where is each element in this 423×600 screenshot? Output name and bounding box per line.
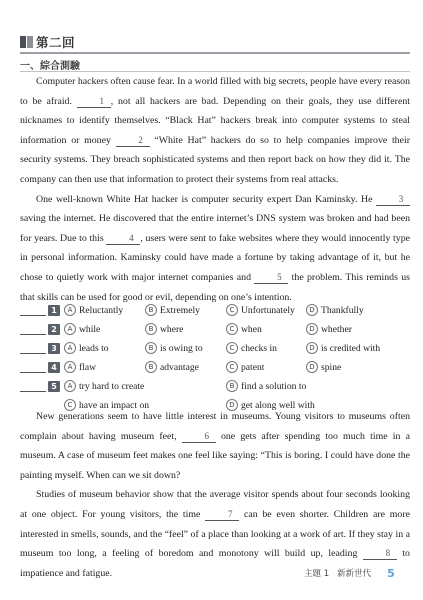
letter-badge: B xyxy=(145,342,157,354)
choice-text: Unfortunately xyxy=(241,305,295,316)
choice-1-c[interactable] xyxy=(226,303,295,319)
unit-marker-light xyxy=(27,36,33,48)
unit-marker-dark xyxy=(20,36,26,48)
letter-badge: D xyxy=(306,361,318,373)
letter-badge: C xyxy=(64,399,76,411)
unit-divider xyxy=(20,52,410,54)
letter-badge: B xyxy=(226,380,238,392)
text-segment: saving the internet. He discovered that the entire internet’s DNS system was broken and had been for years. Due to this xyxy=(20,213,410,244)
text-segment: New generations seem to have little interest in museums. Young visitors to museums often complain about having museum feet, xyxy=(20,411,410,442)
choice-2-d[interactable] xyxy=(306,322,352,338)
choice-text: whether xyxy=(321,324,352,335)
choice-5-a[interactable] xyxy=(64,379,144,395)
choice-text: spine xyxy=(321,362,342,373)
text-segment: , users were sent to fake websites where they would innocently type in personal information. Kaminsky could have made a fortune by taking advantage of it, but he chose to quietly work with major internet companies and xyxy=(20,232,410,283)
choice-text: advantage xyxy=(160,362,199,373)
choice-text: where xyxy=(160,324,184,335)
letter-badge: B xyxy=(145,323,157,335)
answer-line-4[interactable] xyxy=(20,372,46,373)
answer-line-3[interactable] xyxy=(20,353,46,354)
answer-line-5[interactable] xyxy=(20,391,46,392)
text-segment: “White Hat” hackers do so to help companies improve their security systems. They breach sophisticated systems and then report back on how they did it. The company can then use that information to protect their systems from real attacks. xyxy=(20,134,410,185)
letter-badge: C xyxy=(226,304,238,316)
section-header xyxy=(20,57,80,71)
passage-2-paragraph-1 xyxy=(20,407,410,485)
choice-text: leads to xyxy=(79,343,109,354)
letter-badge: D xyxy=(306,342,318,354)
letter-badge: A xyxy=(64,361,76,373)
answer-line-2[interactable] xyxy=(20,334,46,335)
letter-badge: A xyxy=(64,304,76,316)
choice-text: Reluctantly xyxy=(79,305,124,316)
section-title: 一、綜合測驗 xyxy=(20,60,80,72)
choice-text: when xyxy=(241,324,262,335)
blank-7[interactable]: 7 xyxy=(205,508,239,521)
letter-badge: D xyxy=(226,399,238,411)
text-segment: the problem. This reminds us that skills can be used for good or evil, depending on one’s intention. xyxy=(20,271,410,303)
text-segment: can be even shorter. Children are more interested in smells, sounds, and the “feel” of a place than looking at a work of art. If they stay in a museum too long, a feeling of boredom and monotony will build up, leading xyxy=(20,508,410,560)
blank-8[interactable]: 8 xyxy=(363,547,397,560)
choice-4-d[interactable] xyxy=(306,360,341,376)
choice-text: flaw xyxy=(79,362,97,373)
unit-title: 第二回 xyxy=(36,35,76,50)
choice-text: while xyxy=(79,324,101,335)
letter-badge: A xyxy=(64,342,76,354)
choice-text: have an impact on xyxy=(79,400,150,411)
choice-text: find a solution to xyxy=(241,381,307,392)
text-segment: Computer hackers often cause fear. In a world filled with big secrets, people have every reason to be afraid. xyxy=(20,76,410,107)
unit-header xyxy=(20,34,75,50)
letter-badge: A xyxy=(64,323,76,335)
choice-2-c[interactable] xyxy=(226,322,262,338)
answer-options xyxy=(20,303,410,417)
choice-text: is owing to xyxy=(160,343,203,354)
page-footer xyxy=(304,566,395,580)
letter-badge: C xyxy=(226,342,238,354)
choice-4-b[interactable] xyxy=(145,360,199,376)
choice-2-b[interactable] xyxy=(145,322,183,338)
choice-4-a[interactable] xyxy=(64,360,96,376)
choice-3-c[interactable] xyxy=(226,341,277,357)
blank-5[interactable]: 5 xyxy=(254,271,288,284)
question-number-4: 4 xyxy=(48,362,60,373)
passage-1-paragraph-1 xyxy=(20,72,410,190)
letter-badge: D xyxy=(306,304,318,316)
blank-3[interactable]: 3 xyxy=(376,193,410,206)
option-row-2 xyxy=(20,322,410,341)
question-number-3: 3 xyxy=(48,343,60,354)
choice-3-d[interactable] xyxy=(306,341,380,357)
text-segment: to impatience and fatigue. xyxy=(20,548,410,579)
choice-text: try hard to create xyxy=(79,381,145,392)
blank-6[interactable]: 6 xyxy=(182,430,216,443)
letter-badge: D xyxy=(306,323,318,335)
footer-title: 新新世代 xyxy=(337,569,372,579)
question-number-5: 5 xyxy=(48,381,60,392)
text-segment: , not all hackers are bad. Depending on their goals, they use different nicknames to identify themselves. “Black Hat” hackers break into computer systems to steal information or money xyxy=(20,95,410,146)
letter-badge: B xyxy=(145,361,157,373)
choice-text: patent xyxy=(241,362,265,373)
option-row-5 xyxy=(20,379,410,398)
letter-badge: C xyxy=(226,323,238,335)
blank-1[interactable]: 1 xyxy=(77,95,111,108)
choice-text: get along well with xyxy=(241,400,315,411)
answer-line-1[interactable] xyxy=(20,315,46,316)
choice-1-b[interactable] xyxy=(145,303,200,319)
choice-text: checks in xyxy=(241,343,277,354)
choice-2-a[interactable] xyxy=(64,322,100,338)
choice-3-b[interactable] xyxy=(145,341,203,357)
passage-2 xyxy=(20,407,410,583)
option-row-4 xyxy=(20,360,410,379)
letter-badge: C xyxy=(226,361,238,373)
choice-1-d[interactable] xyxy=(306,303,364,319)
letter-badge: B xyxy=(145,304,157,316)
passage-1-paragraph-2 xyxy=(20,190,410,308)
passage-1 xyxy=(20,72,410,307)
text-segment: one gets after spending too much time in a museum. A case of museum feet makes one feel like saying: “This is boring. I could have done the painting myself. When can we sit down? xyxy=(20,430,410,481)
choice-text: Thankfully xyxy=(321,305,364,316)
blank-2[interactable]: 2 xyxy=(116,134,150,147)
choice-3-a[interactable] xyxy=(64,341,109,357)
choice-1-a[interactable] xyxy=(64,303,123,319)
option-row-3 xyxy=(20,341,410,360)
option-row-1 xyxy=(20,303,410,322)
footer-topic: 主題 1 xyxy=(304,569,330,579)
blank-4[interactable]: 4 xyxy=(106,232,140,245)
question-number-2: 2 xyxy=(48,324,60,335)
text-segment: Studies of museum behavior show that the average visitor spends about four seconds looking at one object. For young visitors, the time xyxy=(20,489,410,520)
text-segment: One well-known White Hat hacker is computer security expert Dan Kaminsky. He xyxy=(36,193,373,205)
choice-5-b[interactable] xyxy=(226,379,306,395)
choice-text: Extremely xyxy=(160,305,200,316)
page-number: 5 xyxy=(387,566,395,580)
letter-badge: A xyxy=(64,380,76,392)
choice-4-c[interactable] xyxy=(226,360,264,376)
choice-text: is credited with xyxy=(321,343,381,354)
question-number-1: 1 xyxy=(48,305,60,316)
